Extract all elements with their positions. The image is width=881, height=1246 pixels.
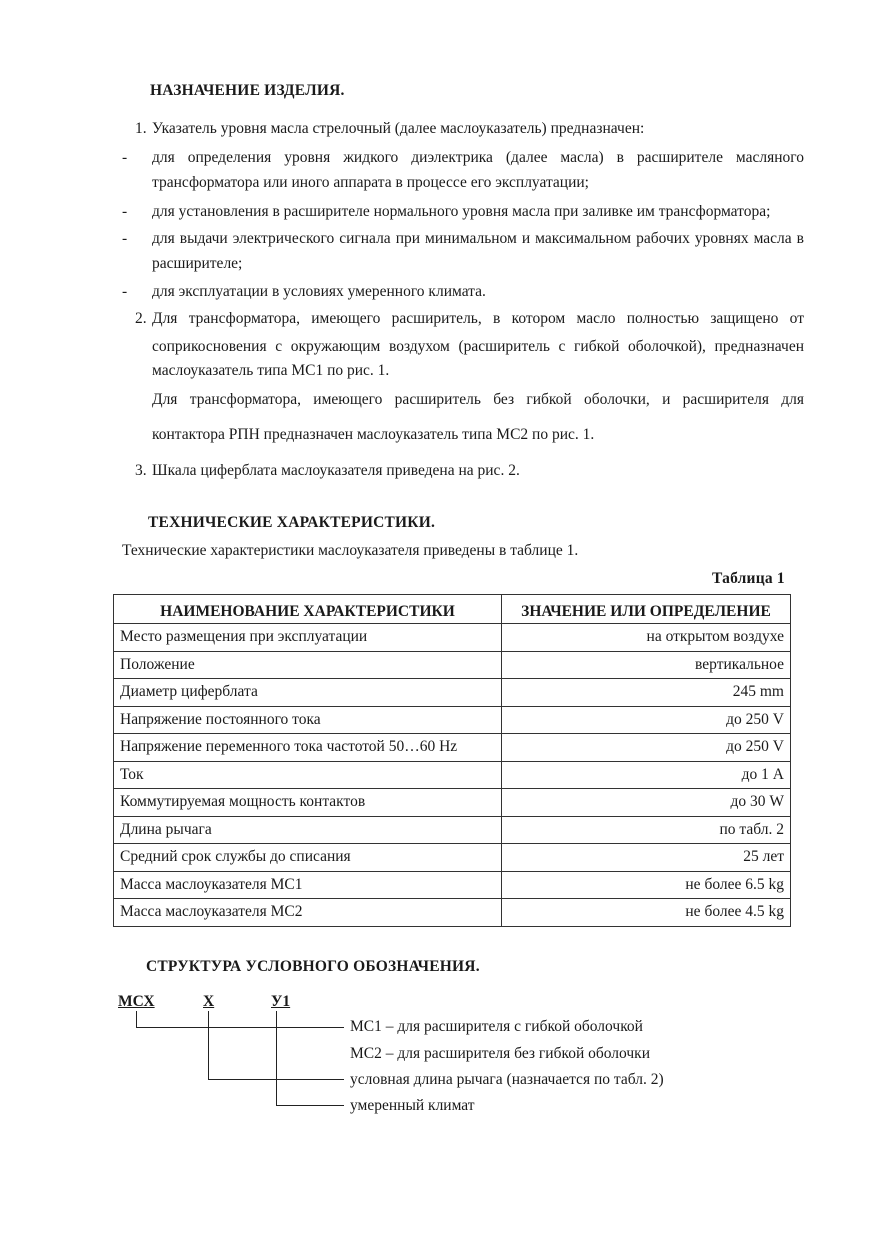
specs-table	[113, 594, 791, 927]
cell-name: Коммутируемая мощность контактов	[114, 789, 502, 817]
cell-value: до 250 V	[502, 706, 791, 734]
specs-intro: Технические характеристики маслоуказателя приведены в таблице 1.	[122, 542, 579, 559]
item-number-2: 2.	[135, 310, 147, 327]
bullet-4-line1: для эксплуатации в условиях умеренного климата.	[152, 283, 486, 300]
item-2-line3: маслоуказатель типа МС1 по рис. 1.	[152, 362, 390, 379]
cell-value: 245 mm	[502, 679, 791, 707]
table-row	[114, 651, 791, 679]
table-row	[114, 679, 791, 707]
table-row	[114, 624, 791, 652]
bullet-1-line1: для определения уровня жидкого диэлектрика (далее масла) в расширителе масляного	[152, 149, 804, 166]
cell-name: Место размещения при эксплуатации	[114, 624, 502, 652]
connector-mcx-horizontal	[136, 1027, 344, 1028]
cell-value: вертикальное	[502, 651, 791, 679]
table-caption: Таблица 1	[712, 570, 785, 587]
cell-value: не более 6.5 kg	[502, 871, 791, 899]
cell-name: Ток	[114, 761, 502, 789]
item-2-line1: Для трансформатора, имеющего расширитель, в котором масло полностью защищено от	[152, 310, 804, 327]
cell-name: Положение	[114, 651, 502, 679]
table-row	[114, 706, 791, 734]
cell-value: 25 лет	[502, 844, 791, 872]
section-title-specs: ТЕХНИЧЕСКИЕ ХАРАКТЕРИСТИКИ.	[148, 514, 436, 531]
legend-mc1: МС1 – для расширителя с гибкой оболочкой	[350, 1018, 643, 1035]
table-row	[114, 844, 791, 872]
table-row	[114, 734, 791, 762]
table-row	[114, 761, 791, 789]
connector-u1-vertical	[276, 1011, 277, 1105]
connector-u1-horizontal	[276, 1105, 344, 1106]
item-2-line2: соприкосновения с окружающим воздухом (расширитель с гибкой оболочкой), предназначен	[152, 338, 804, 355]
cell-value: до 1 А	[502, 761, 791, 789]
bullet-3-line2: расширителе;	[152, 255, 243, 272]
cell-value: не более 4.5 kg	[502, 899, 791, 927]
section-title-purpose: НАЗНАЧЕНИЕ ИЗДЕЛИЯ.	[150, 82, 345, 99]
code-mcx: МСХ	[118, 993, 155, 1010]
legend-mc2: МС2 – для расширителя без гибкой оболочки	[350, 1045, 651, 1062]
cell-value: по табл. 2	[502, 816, 791, 844]
table-row	[114, 899, 791, 927]
item-number-3: 3.	[135, 462, 147, 479]
item-2-line5: контактора РПН предназначен маслоуказатель типа МС2 по рис. 1.	[152, 426, 595, 443]
bullet-3-line1: для выдачи электрического сигнала при минимальном и максимальном рабочих уровнях масла в	[152, 230, 804, 247]
item-number-1: 1.	[135, 120, 147, 137]
cell-name: Напряжение постоянного тока	[114, 706, 502, 734]
cell-name: Напряжение переменного тока частотой 50…60 Hz	[114, 734, 502, 762]
table-row	[114, 871, 791, 899]
cell-name: Диаметр циферблата	[114, 679, 502, 707]
header-characteristic: НАИМЕНОВАНИЕ ХАРАКТЕРИСТИКИ	[114, 595, 502, 624]
cell-value: на открытом воздухе	[502, 624, 791, 652]
cell-name: Масса маслоуказателя МС2	[114, 899, 502, 927]
table-header-row	[114, 595, 791, 624]
cell-value: до 250 V	[502, 734, 791, 762]
connector-x-vertical	[208, 1011, 209, 1079]
header-value: ЗНАЧЕНИЕ ИЛИ ОПРЕДЕЛЕНИЕ	[502, 595, 791, 624]
table-row	[114, 789, 791, 817]
legend-lever-length: условная длина рычага (назначается по табл. 2)	[350, 1071, 664, 1088]
table-row	[114, 816, 791, 844]
connector-mcx-vertical	[136, 1011, 137, 1027]
bullet-dash-3: -	[122, 230, 128, 247]
cell-name: Средний срок службы до списания	[114, 844, 502, 872]
bullet-1-line2: трансформатора или иного аппарата в процессе его эксплуатации;	[152, 174, 589, 191]
item-1-text: Указатель уровня масла стрелочный (далее маслоуказатель) предназначен:	[152, 120, 645, 137]
code-u1: У1	[271, 993, 291, 1010]
bullet-dash-4: -	[122, 283, 128, 300]
cell-value: до 30 W	[502, 789, 791, 817]
bullet-2-line1: для установления в расширителе нормального уровня масла при заливке им трансформатора;	[152, 203, 771, 220]
bullet-dash-1: -	[122, 149, 128, 166]
code-x: Х	[203, 993, 215, 1010]
bullet-dash-2: -	[122, 203, 128, 220]
section-title-structure: СТРУКТУРА УСЛОВНОГО ОБОЗНАЧЕНИЯ.	[146, 958, 480, 975]
cell-name: Масса маслоуказателя МС1	[114, 871, 502, 899]
item-3-text: Шкала циферблата маслоуказателя приведена на рис. 2.	[152, 462, 520, 479]
item-2-line4: Для трансформатора, имеющего расширитель без гибкой оболочки, и расширителя для	[152, 391, 804, 408]
cell-name: Длина рычага	[114, 816, 502, 844]
legend-climate: умеренный климат	[350, 1097, 475, 1114]
